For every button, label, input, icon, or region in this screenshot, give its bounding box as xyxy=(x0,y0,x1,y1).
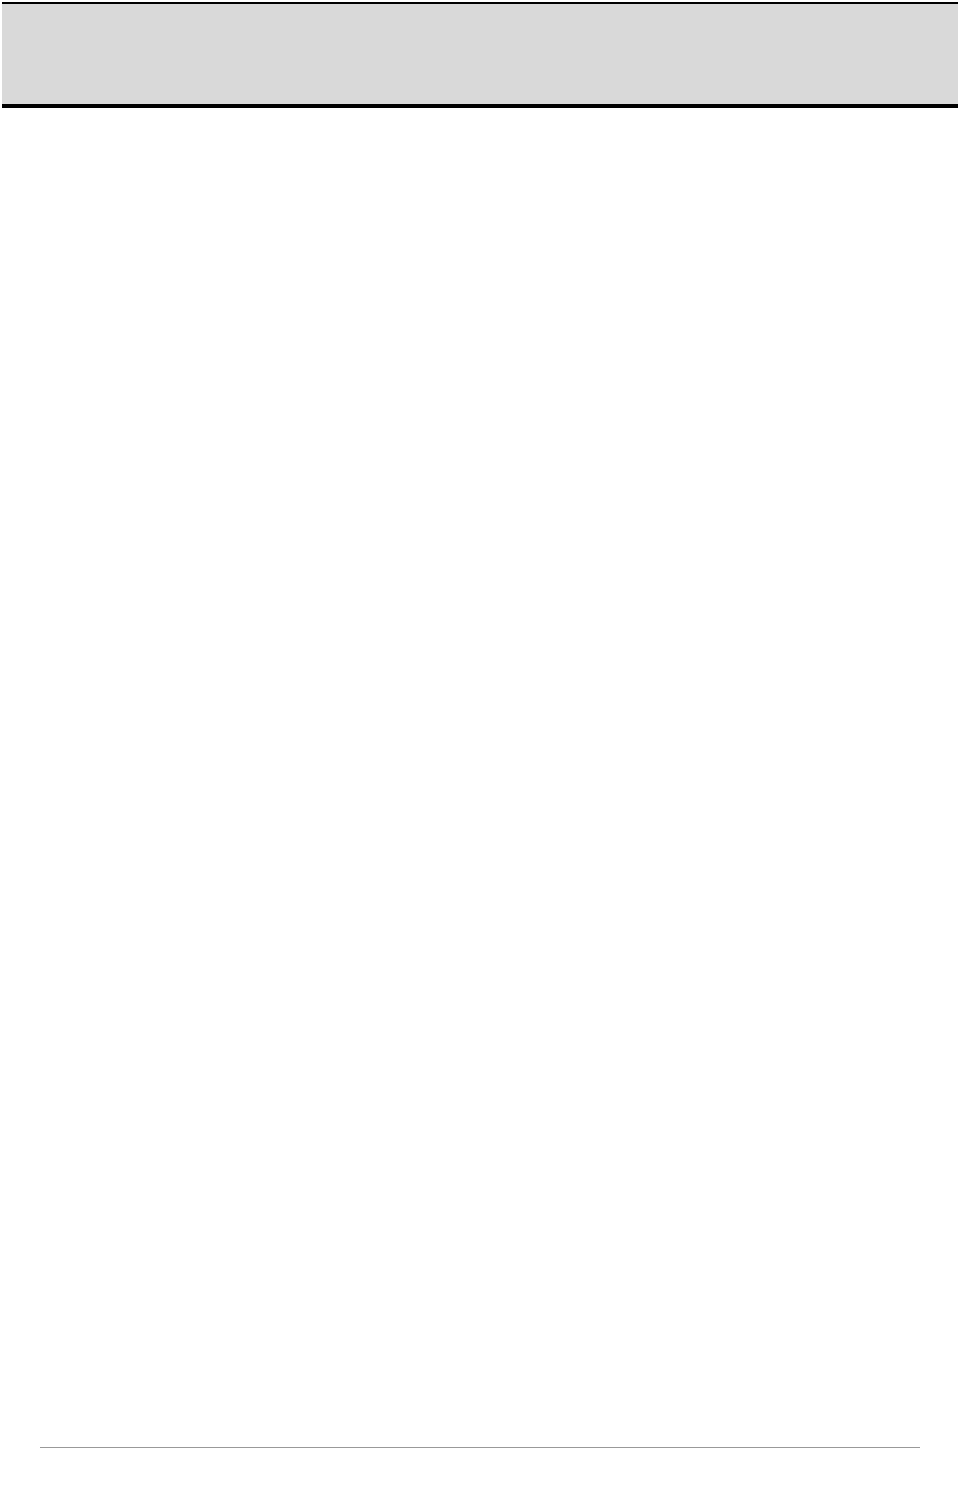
header-uwagi xyxy=(400,4,700,104)
header-nr-promot xyxy=(2,4,126,104)
header-nr-katalogowy xyxy=(254,4,400,104)
table-header xyxy=(2,2,958,108)
header-szkic xyxy=(710,4,958,104)
header-wymiar xyxy=(126,4,254,104)
catalog-page xyxy=(2,2,958,108)
footer-divider xyxy=(40,1447,920,1448)
